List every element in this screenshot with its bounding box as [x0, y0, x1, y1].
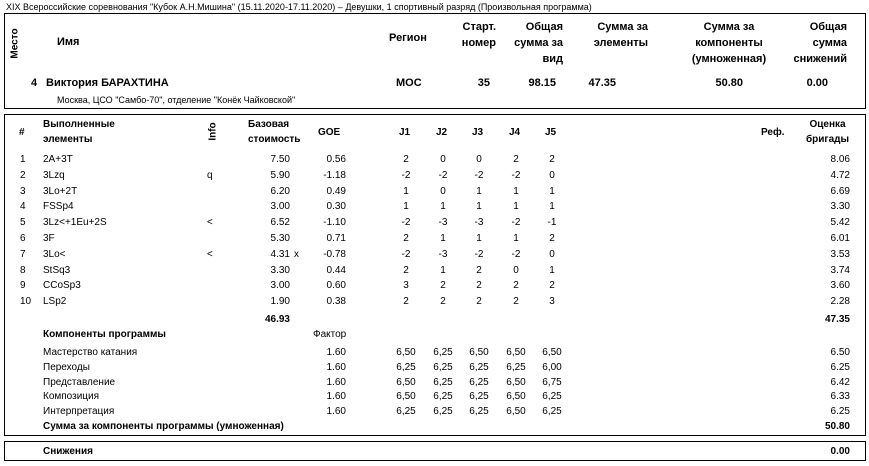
element-panel-score: 2.28	[830, 296, 850, 308]
component-name: Интерпретация	[43, 406, 115, 418]
judge-3-score: 1	[476, 233, 482, 244]
judge-5-score: 0	[549, 169, 555, 181]
col-name-header: Имя	[57, 36, 80, 48]
component-judge-4: 6,50	[506, 406, 526, 418]
judge-3-score: 0	[476, 154, 482, 165]
judge-1-score: 2	[403, 154, 409, 165]
judge-1-score: -2	[401, 169, 411, 181]
judge-3-score: 1	[476, 185, 482, 197]
element-code: 3Lz<+1Eu+2S	[43, 217, 107, 229]
deductions-label: Снижения	[43, 446, 93, 457]
component-factor: 1.60	[326, 347, 346, 358]
components-score-value: 50.80	[715, 77, 743, 89]
element-base: 5.90	[270, 169, 290, 181]
judge-4-score: 0	[513, 264, 519, 276]
col-ref-header: Реф.	[761, 127, 785, 138]
element-panel-score: 3.74	[830, 264, 850, 276]
element-x-flag: x	[294, 248, 299, 260]
component-score: 6.33	[830, 391, 850, 403]
element-code: 3Lzq	[43, 169, 65, 181]
element-info: <	[207, 248, 213, 260]
start-number-value: 35	[477, 77, 490, 89]
col-panel-header: Оценка бригады	[805, 119, 850, 145]
element-code: LSp2	[43, 296, 67, 308]
element-code: FSSp4	[43, 201, 74, 213]
component-judge-4: 6,50	[506, 391, 526, 403]
judge-1-score: -2	[401, 217, 411, 229]
judge-4-score: 1	[513, 201, 519, 213]
component-judge-5: 6,75	[542, 376, 562, 388]
col-j4-header: J4	[509, 127, 521, 138]
judge-5-score: 1	[549, 264, 555, 276]
element-panel-score: 6.01	[830, 233, 850, 244]
element-goe: 0.38	[326, 296, 346, 308]
judge-1-score: 1	[403, 185, 409, 197]
element-goe: -1.10	[323, 217, 346, 229]
element-goe: -0.78	[323, 248, 346, 260]
row-num: 10	[20, 296, 32, 308]
judge-2-score: 0	[440, 185, 446, 197]
element-goe: 0.71	[326, 233, 346, 244]
row-num: 7	[20, 248, 26, 260]
col-j2-header: J2	[436, 127, 448, 138]
judge-5-score: 1	[549, 201, 555, 213]
component-judge-5: 6,25	[542, 406, 562, 418]
component-score: 6.50	[830, 347, 850, 358]
element-code: CCoSp3	[43, 280, 81, 292]
judge-1-score: 3	[403, 280, 409, 292]
component-judge-5: 6,00	[542, 361, 562, 373]
event-title: XIX Всероссийские соревнования "Кубок А.Н.Мишина" (15.11.2020-17.11.2020) – Девушки, 1 спортивный разряд (Произвольная программа)	[6, 2, 592, 12]
row-num: 1	[20, 154, 26, 165]
element-panel-score: 5.42	[830, 217, 850, 229]
component-score: 6.25	[830, 361, 850, 373]
element-goe: 0.44	[326, 264, 346, 276]
component-judge-1: 6,50	[396, 376, 416, 388]
element-code: 3Lo<	[43, 248, 66, 260]
component-judge-2: 6,25	[433, 361, 453, 373]
row-num: 8	[20, 264, 26, 276]
judge-1-score: -2	[401, 248, 411, 260]
judge-4-score: 1	[513, 233, 519, 244]
judge-3-score: 2	[476, 264, 482, 276]
component-factor: 1.60	[326, 406, 346, 418]
deductions-value: 0.00	[830, 446, 850, 457]
judge-2-score: 1	[440, 264, 446, 276]
col-num-header: #	[19, 127, 25, 138]
component-judge-3: 6,25	[469, 361, 489, 373]
factor-label: Фактор	[313, 329, 347, 340]
judge-2-score: 1	[440, 201, 446, 213]
judge-1-score: 2	[403, 296, 409, 308]
col-total-header: Общая сумма за вид	[514, 21, 563, 65]
element-panel-score: 6.69	[830, 185, 850, 197]
component-factor: 1.60	[326, 361, 346, 373]
judge-4-score: 2	[513, 154, 519, 165]
judge-2-score: -3	[438, 248, 448, 260]
judge-4-score: 1	[513, 185, 519, 197]
judge-2-score: 2	[440, 296, 446, 308]
component-judge-4: 6,50	[506, 376, 526, 388]
element-panel-score: 4.72	[830, 169, 850, 181]
component-judge-3: 6,25	[469, 376, 489, 388]
judge-5-score: 2	[549, 280, 555, 292]
judge-5-score: 2	[549, 233, 555, 244]
component-judge-3: 6,25	[469, 391, 489, 403]
col-region-header: Регион	[389, 32, 427, 44]
judge-2-score: -2	[438, 169, 448, 181]
judge-4-score: 2	[513, 280, 519, 292]
row-num: 9	[20, 280, 26, 292]
element-base: 6.20	[270, 185, 290, 197]
component-judge-5: 6,50	[542, 347, 562, 358]
element-goe: -1.18	[323, 169, 346, 181]
col-goe-header: GOE	[318, 127, 341, 138]
element-base: 6.52	[270, 217, 290, 229]
element-info: <	[207, 217, 213, 229]
element-base: 3.00	[270, 280, 290, 292]
element-panel-score: 3.30	[830, 201, 850, 213]
element-info: q	[207, 169, 213, 181]
judge-1-score: 1	[403, 201, 409, 213]
component-judge-2: 6,25	[433, 406, 453, 418]
component-name: Переходы	[43, 361, 90, 373]
component-judge-1: 6,50	[396, 347, 416, 358]
components-total-label: Сумма за компоненты программы (умноженная)	[43, 421, 284, 432]
component-name: Мастерство катания	[43, 347, 138, 358]
col-base-header: Базовая стоимость	[248, 119, 301, 145]
judge-5-score: 0	[549, 248, 555, 260]
judge-1-score: 2	[403, 233, 409, 244]
component-judge-3: 6,50	[469, 347, 489, 358]
component-name: Представление	[43, 376, 116, 388]
judge-4-score: -2	[511, 217, 521, 229]
row-num: 5	[20, 217, 26, 229]
component-judge-3: 6,25	[469, 406, 489, 418]
panel-total: 47.35	[824, 314, 850, 325]
element-panel-score: 3.60	[830, 280, 850, 292]
skater-name: Виктория БАРАХТИНА	[46, 77, 169, 89]
element-goe: 0.56	[326, 154, 346, 165]
component-judge-2: 6,25	[433, 391, 453, 403]
col-place-header: Место	[9, 28, 21, 59]
element-base: 7.50	[270, 154, 290, 165]
row-num: 6	[20, 233, 26, 244]
judge-2-score: -3	[438, 217, 448, 229]
judge-5-score: -1	[547, 217, 557, 229]
judge-2-score: 1	[440, 233, 446, 244]
col-j1-header: J1	[399, 127, 411, 138]
component-judge-2: 6,25	[433, 347, 453, 358]
element-base: 5.30	[270, 233, 290, 244]
judge-3-score: -2	[474, 169, 484, 181]
element-base: 3.30	[270, 264, 290, 276]
component-factor: 1.60	[326, 391, 346, 403]
col-deductions-header: Общая сумма снижений	[793, 21, 847, 65]
element-goe: 0.60	[326, 280, 346, 292]
total-score-value: 98.15	[528, 77, 556, 89]
place-value: 4	[31, 77, 38, 89]
judge-4-score: 2	[513, 296, 519, 308]
judge-4-score: -2	[511, 248, 521, 260]
component-judge-1: 6,25	[396, 361, 416, 373]
col-info-header: Info	[207, 122, 219, 141]
judge-2-score: 2	[440, 280, 446, 292]
col-components-header: Сумма за компоненты (умноженная)	[691, 21, 767, 65]
row-num: 3	[20, 185, 26, 197]
component-judge-4: 6,25	[506, 361, 526, 373]
component-score: 6.42	[830, 376, 850, 388]
club-name: Москва, ЦСО "Самбо-70", отделение "Конёк Чайковской"	[57, 95, 296, 105]
judge-3-score: 1	[476, 201, 482, 213]
element-base: 3.00	[270, 201, 290, 213]
component-judge-1: 6,25	[396, 406, 416, 418]
judge-1-score: 2	[403, 264, 409, 276]
element-goe: 0.30	[326, 201, 346, 213]
component-name: Композиция	[43, 391, 100, 403]
element-code: 3Lo+2T	[43, 185, 78, 197]
judge-5-score: 3	[549, 296, 555, 308]
element-base: 4.31	[270, 248, 290, 260]
judge-3-score: -3	[474, 217, 484, 229]
judge-5-score: 2	[549, 154, 555, 165]
element-panel-score: 8.06	[830, 154, 850, 165]
element-panel-score: 3.53	[830, 248, 850, 260]
base-total: 46.93	[264, 314, 290, 325]
component-judge-4: 6,50	[506, 347, 526, 358]
region-value: МОС	[396, 77, 422, 89]
component-judge-5: 6,25	[542, 391, 562, 403]
judge-3-score: 2	[476, 280, 482, 292]
col-j5-header: J5	[545, 127, 557, 138]
component-judge-1: 6,50	[396, 391, 416, 403]
deductions-score-value: 0.00	[806, 77, 828, 89]
element-goe: 0.49	[326, 185, 346, 197]
row-num: 4	[20, 201, 26, 213]
element-code: StSq3	[43, 264, 71, 276]
components-heading: Компоненты программы	[43, 329, 166, 340]
row-num: 2	[20, 169, 26, 181]
col-elements-header-2: Выполненные элементы	[43, 119, 115, 145]
components-total-value: 50.80	[824, 421, 850, 432]
judge-5-score: 1	[549, 185, 555, 197]
judge-3-score: -2	[474, 248, 484, 260]
col-elements-header: Сумма за элементы	[593, 21, 648, 49]
component-factor: 1.60	[326, 376, 346, 388]
judge-4-score: -2	[511, 169, 521, 181]
component-score: 6.25	[830, 406, 850, 418]
deductions-box	[4, 441, 866, 461]
element-code: 3F	[43, 233, 55, 244]
judge-3-score: 2	[476, 296, 482, 308]
col-start-header: Старт. номер	[461, 21, 496, 49]
component-judge-2: 6,25	[433, 376, 453, 388]
element-base: 1.90	[270, 296, 290, 308]
element-code: 2A+3T	[43, 154, 73, 165]
judge-2-score: 0	[440, 154, 446, 165]
elements-score-value: 47.35	[588, 77, 616, 89]
col-j3-header: J3	[472, 127, 484, 138]
